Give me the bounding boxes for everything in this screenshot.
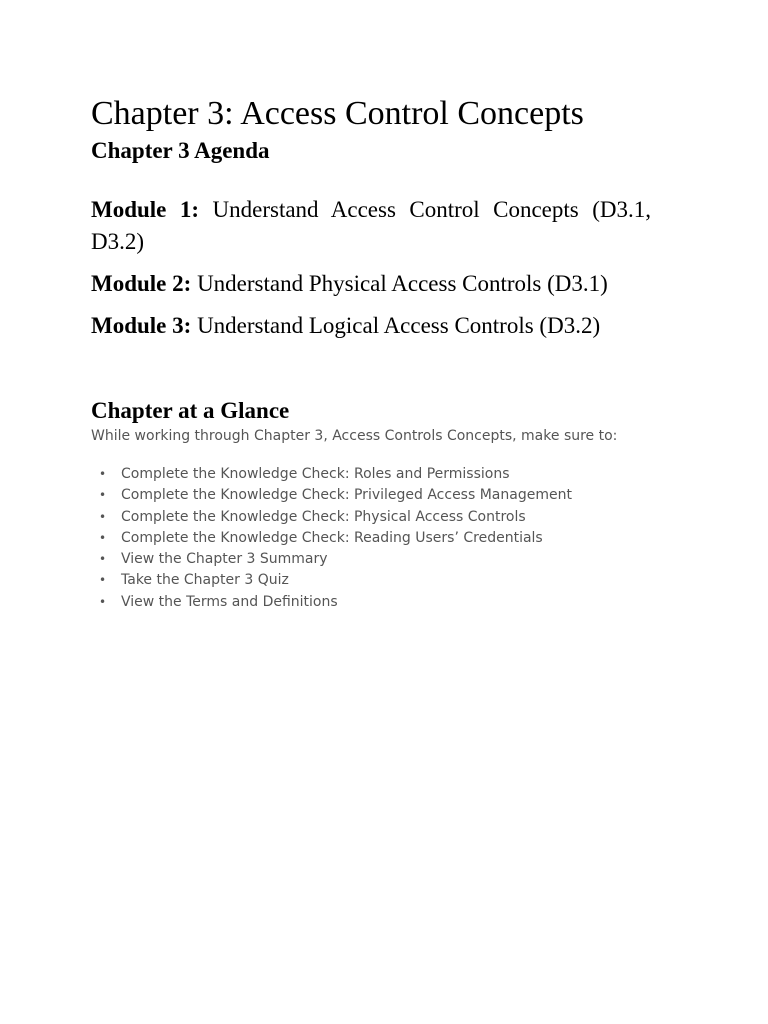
- list-item: [91, 592, 572, 613]
- list-item: [91, 549, 572, 570]
- bullet-icon: •: [99, 467, 107, 481]
- module-text: Understand Access Control Concepts (D3.1, D3.2): [91, 197, 651, 254]
- agenda-heading: Chapter 3 Agenda: [91, 138, 270, 163]
- list-item: [91, 464, 572, 485]
- list-item-text: Complete the Knowledge Check: Reading Users’ Credentials: [121, 529, 543, 546]
- bullet-icon: •: [99, 488, 107, 503]
- list-item-text: Complete the Knowledge Check: Physical Access Controls: [121, 508, 526, 525]
- glance-intro: While working through Chapter 3, Access Controls Concepts, make sure to:: [91, 428, 618, 444]
- bullet-icon: •: [99, 509, 107, 524]
- module-2-entry: [91, 268, 651, 300]
- list-item: [91, 528, 572, 549]
- list-item: [91, 570, 572, 591]
- list-item-text: Complete the Knowledge Check: Roles and Permissions: [121, 466, 510, 482]
- list-item: [91, 507, 572, 528]
- bullet-icon: •: [99, 573, 107, 588]
- task-list: [91, 464, 572, 613]
- bullet-icon: •: [99, 552, 107, 567]
- module-label: Module 3:: [91, 313, 192, 338]
- list-item-text: Take the Chapter 3 Quiz: [121, 572, 289, 589]
- chapter-title: Chapter 3: Access Control Concepts: [91, 95, 584, 132]
- module-text: Understand Logical Access Controls (D3.2): [197, 313, 601, 338]
- glance-heading: Chapter at a Glance: [91, 398, 290, 423]
- module-label: Module 2:: [91, 271, 192, 296]
- module-3-entry: [91, 310, 651, 342]
- bullet-icon: •: [99, 594, 107, 609]
- list-item-text: View the Chapter 3 Summary: [121, 551, 328, 568]
- bullet-icon: •: [99, 530, 107, 545]
- list-item-text: View the Terms and Definitions: [121, 593, 338, 610]
- list-item-text: Complete the Knowledge Check: Privileged Access Management: [121, 487, 572, 504]
- module-label: Module 1:: [91, 197, 200, 222]
- list-item: [91, 485, 572, 506]
- module-text: Understand Physical Access Controls (D3.1): [197, 271, 608, 296]
- module-1-entry: [91, 194, 651, 258]
